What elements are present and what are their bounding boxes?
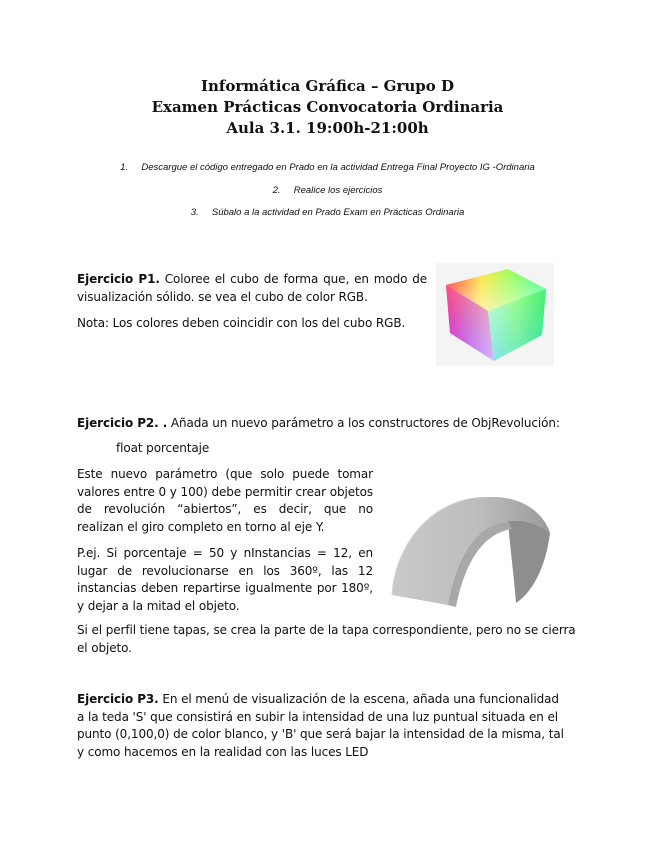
step-3-number: 3. (190, 207, 199, 218)
step-1 (0, 162, 655, 173)
exercise-p2-description: Este nuevo parámetro (que solo puede tomar valores entre 0 y 100) debe permitir crear objetos de revolución “abiertos”, es decir, que no realizan el giro completo en torno al eje Y. (77, 467, 373, 534)
exercise-p3-label: Ejercicio P3. (77, 692, 159, 706)
step-3-text: Súbalo a la actividad en Prado Exam en Prácticas Ordinaria (211, 207, 465, 218)
exercise-p2-body: Añada un nuevo parámetro a los constructores de ObjRevolución: (167, 416, 560, 430)
half-cylinder-figure (384, 487, 554, 609)
exercise-p2-parameter: float porcentaje (116, 441, 210, 455)
exercise-p1-note: Nota: Los colores deben coincidir con los del cubo RGB. (77, 316, 406, 330)
step-2 (0, 185, 655, 196)
title-line-1: Informática Gráfica – Grupo D (200, 77, 455, 95)
rgb-color-cube-image (436, 263, 554, 366)
step-2-number: 2. (272, 185, 281, 196)
exercise-p3-body: En el menú de visualización de la escena, añada una funcionalidad a la teda 'S' que consistirá en subir la intensidad de una luz puntual situada en el punto (0,100,0) de color blanco, y 'B' que será bajar la intensidad de la misma, tal y como hacemos en la realidad con las luces LED (77, 692, 564, 759)
step-1-number: 1. (120, 162, 129, 173)
exercise-p2-caps: Si el perfil tiene tapas, se crea la parte de la tapa correspondiente, pero no se cierra el objeto. (77, 623, 576, 655)
step-3 (0, 207, 655, 218)
exercise-p2-label: Ejercicio P2. . (77, 416, 168, 430)
rgb-cube-figure (436, 263, 554, 366)
exercise-p1-label: Ejercicio P1. (77, 272, 160, 286)
exercise-p1-body: Coloree el cubo de forma que, en modo de visualización sólido. se vea el cubo de color RGB. (77, 272, 428, 304)
exercise-p1-text (77, 271, 427, 306)
exercise-p2-intro (77, 415, 597, 433)
step-1-text: Descargue el código entregado en Prado en la actividad Entrega Final Proyecto IG -Ordinaria (141, 162, 535, 173)
exercise-p3-text (77, 691, 565, 761)
step-2-text: Realice los ejercicios (293, 185, 383, 196)
title-line-2: Examen Prácticas Convocatoria Ordinaria (151, 98, 504, 116)
half-cylinder-image (384, 487, 554, 609)
title-line-3: Aula 3.1. 19:00h-21:00h (226, 119, 429, 137)
exercise-p2-example: P.ej. Si porcentaje = 50 y nInstancias = 12, en lugar de revolucionarse en los 360º, las 12 instancias deben repartirse igualmente por 180º, y dejar a la mitad el objeto. (77, 546, 373, 613)
